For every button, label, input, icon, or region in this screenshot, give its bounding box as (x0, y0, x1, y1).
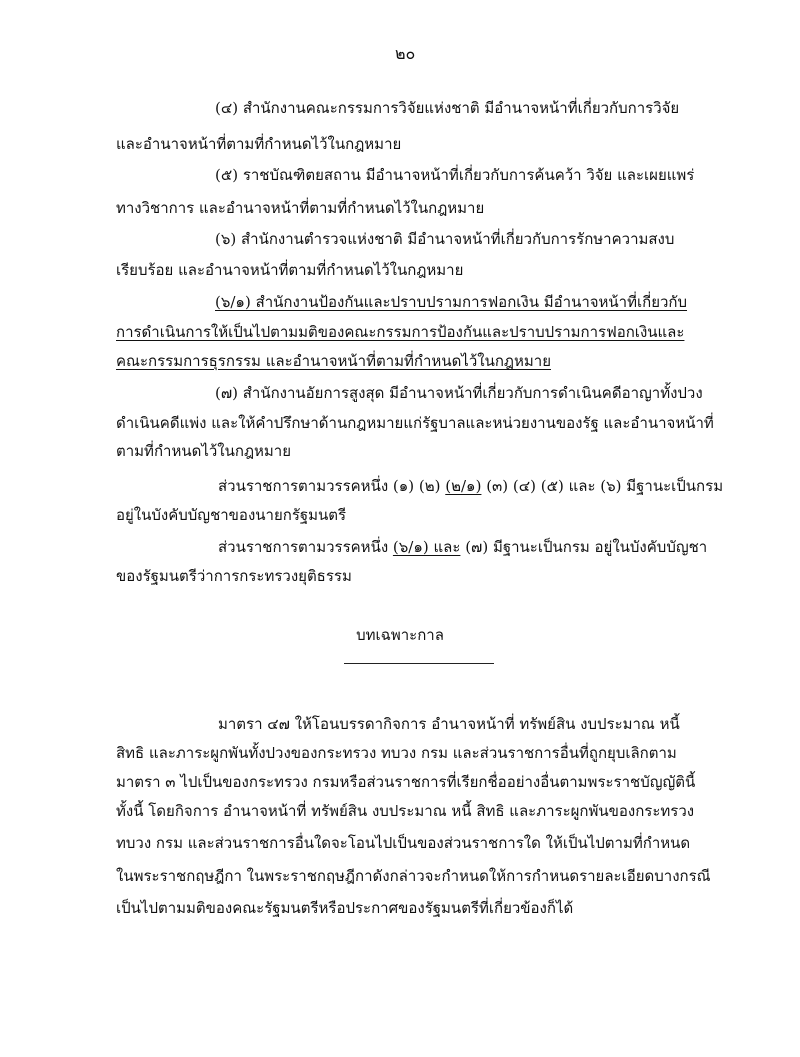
item-4-line-1: (๔) สำนักงานคณะกรรมการวิจัยแห่งชาติ มีอำนาจหน้าที่เกี่ยวกับการวิจัย (215, 99, 680, 117)
status-paragraph-2-part-a: ส่วนราชการตามวรรคหนึ่ง (218, 538, 393, 556)
status-paragraph-1-part-a: ส่วนราชการตามวรรคหนึ่ง (๑) (๒) (218, 477, 446, 495)
status-paragraph-1-part-b: (๓) (๔) (๕) และ (๖) มีฐานะเป็นกรม (481, 477, 724, 495)
status-paragraph-1-line-1 (218, 476, 723, 496)
transitory-provisions-heading: บทเฉพาะกาล (356, 626, 444, 644)
item-5-line-2: ทางวิชาการ และอำนาจหน้าที่ตามที่กำหนดไว้ในกฎหมาย (116, 199, 485, 217)
item-7-line-2: ดำเนินคดีแพ่ง และให้คำปรึกษาด้านกฎหมายแก่รัฐบาลและหน่วยงานของรัฐ และอำนาจหน้าที่ (116, 414, 714, 432)
status-paragraph-1-amended: (๒/๑) (445, 477, 482, 495)
status-paragraph-2-line-2: ของรัฐมนตรีว่าการกระทรวงยุติธรรม (116, 567, 352, 585)
item-6-1-line-1: (๖/๑) สำนักงานป้องกันและปราบปรามการฟอกเงิน มีอำนาจหน้าที่เกี่ยวกับ (215, 293, 688, 311)
status-paragraph-2-amended: (๖/๑) และ (392, 538, 461, 556)
item-6-line-2: เรียบร้อย และอำนาจหน้าที่ตามที่กำหนดไว้ในกฎหมาย (116, 261, 464, 279)
item-7-line-3: ตามที่กำหนดไว้ในกฎหมาย (116, 442, 292, 460)
item-5-line-1: (๕) ราชบัณฑิตยสถาน มีอำนาจหน้าที่เกี่ยวกับการค้นคว้า วิจัย และเผยแพร่ (215, 166, 695, 184)
section-47-line-1: มาตรา ๔๗ ให้โอนบรรดากิจการ อำนาจหน้าที่ ทรัพย์สิน งบประมาณ หนี้ (218, 715, 680, 733)
section-47-line-7: เป็นไปตามมติของคณะรัฐมนตรีหรือประกาศของรัฐมนตรีที่เกี่ยวข้องก็ได้ (116, 899, 574, 917)
section-47-line-3: มาตรา ๓ ไปเป็นของกระทรวง กรมหรือส่วนราชการที่เรียกชื่ออย่างอื่นตามพระราชบัญญัตินี้ (116, 773, 696, 791)
item-6-1-line-2: การดำเนินการให้เป็นไปตามมติของคณะกรรมการป้องกันและปราบปรามการฟอกเงินและ (116, 323, 685, 341)
item-4-line-2: และอำนาจหน้าที่ตามที่กำหนดไว้ในกฎหมาย (116, 135, 402, 153)
section-47-line-5: ทบวง กรม และส่วนราชการอื่นใดจะโอนไปเป็นของส่วนราชการใด ให้เป็นไปตามที่กำหนด (116, 834, 691, 852)
section-47-line-2: สิทธิ และภาระผูกพันทั้งปวงของกระทรวง ทบวง กรม และส่วนราชการอื่นที่ถูกยุบเลิกตาม (116, 744, 677, 762)
item-6-line-1: (๖) สำนักงานตำรวจแห่งชาติ มีอำนาจหน้าที่เกี่ยวกับการรักษาความสงบ (215, 230, 675, 248)
page-number: ๒๐ (395, 44, 416, 63)
section-47-line-4: ทั้งนี้ โดยกิจการ อำนาจหน้าที่ ทรัพย์สิน งบประมาณ หนี้ สิทธิ และภาระผูกพันของกระทรวง (116, 802, 695, 820)
status-paragraph-2-part-b: (๗) มีฐานะเป็นกรม อยู่ในบังคับบัญชา (460, 538, 708, 556)
status-paragraph-1-line-2: อยู่ในบังคับบัญชาของนายกรัฐมนตรี (116, 506, 347, 524)
status-paragraph-2-line-1 (218, 537, 707, 557)
item-6-1-line-3: คณะกรรมการธุรกรรม และอำนาจหน้าที่ตามที่กำหนดไว้ในกฎหมาย (116, 352, 551, 370)
heading-divider (344, 663, 494, 664)
item-7-line-1: (๗) สำนักงานอัยการสูงสุด มีอำนาจหน้าที่เกี่ยวกับการดำเนินคดีอาญาทั้งปวง (215, 384, 703, 402)
section-47-line-6: ในพระราชกฤษฎีกา ในพระราชกฤษฎีกาดังกล่าวจะกำหนดให้การกำหนดรายละเอียดบางกรณี (116, 867, 711, 885)
